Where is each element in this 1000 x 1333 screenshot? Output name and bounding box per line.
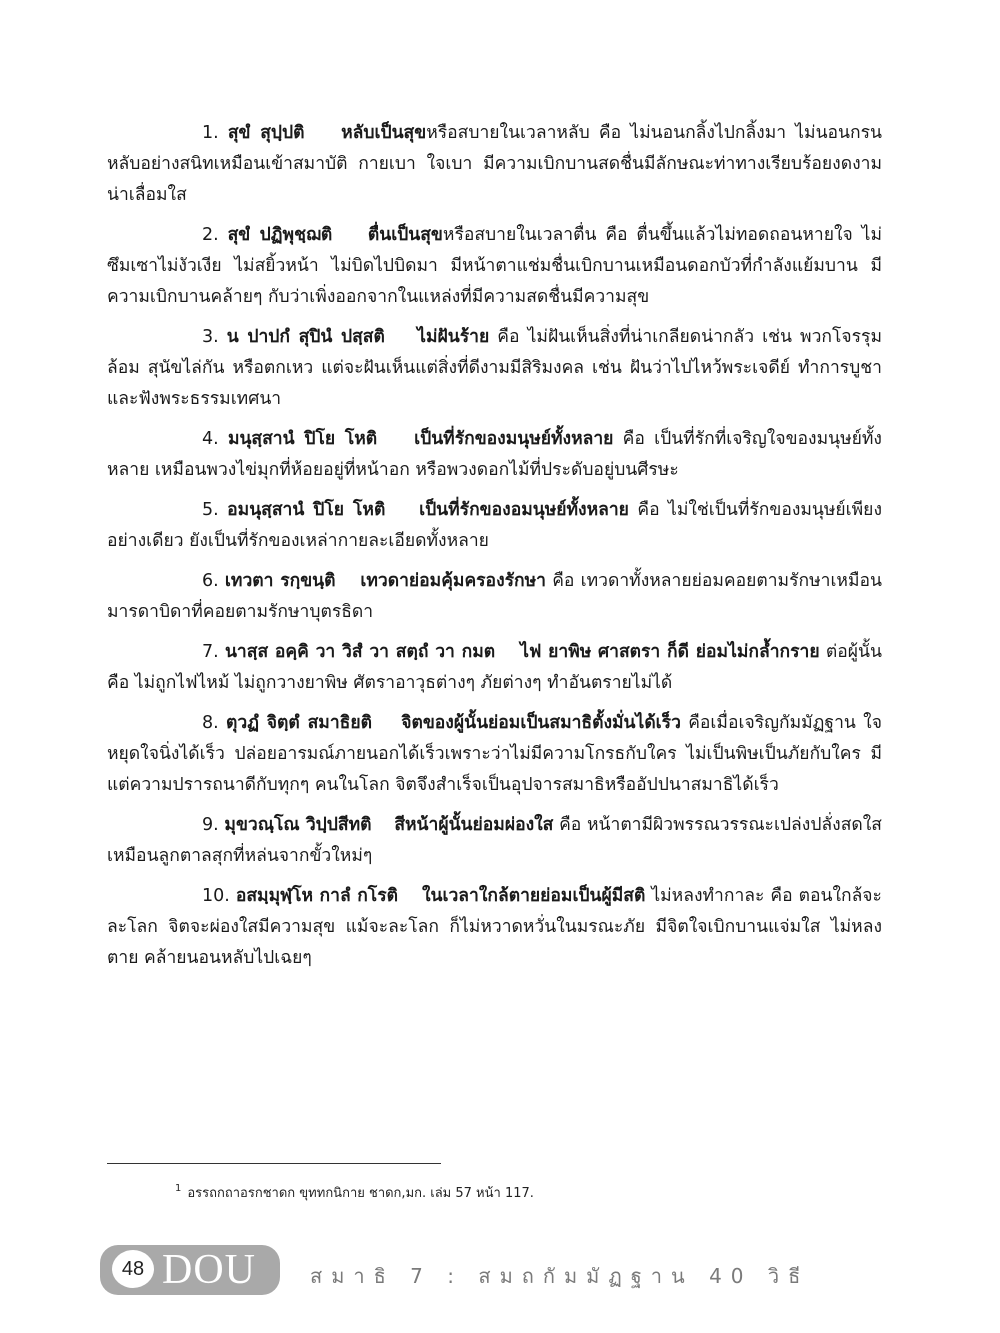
item-text: หรือสบายในเวลาหลับ คือ ไม่นอนกลิ้งไปกลิ้งมา ไม่นอนกรน หลับอย่างสนิทเหมือนเข้าสมาบัติ กายเบา ใจเบา มีความเบิกบานสดชื่นมีลักษณะท่าทางเรียบร้อยงดงามน่าเลื่อมใส: [107, 123, 882, 205]
item-number: 2.: [202, 225, 219, 245]
list-item: [107, 322, 882, 415]
pali-term: อสมฺมุฬฺโห กาลํ กโรติ: [235, 886, 398, 906]
item-text: คือ ไม่ใช่เป็นที่รักของมนุษย์เพียงอย่างเดียว ยังเป็นที่รักของเหล่ากายละเอียดทั้งหลาย: [107, 500, 882, 551]
thai-meaning: สีหน้าผู้นั้นย่อมผ่องใส: [394, 815, 554, 835]
footnote: [175, 1182, 534, 1203]
pali-term: มนุสฺสานํ ปิโย โหติ: [227, 429, 378, 449]
running-title: สมาธิ 7 : สมถกัมมัฏฐาน 40 วิธี: [310, 1264, 810, 1288]
pali-term: สุขํ สุปฺปติ: [227, 123, 305, 143]
footnote-divider: [107, 1163, 441, 1164]
thai-meaning: ตื่นเป็นสุข: [367, 225, 443, 245]
pali-term: น ปาปกํ สุปินํ ปสฺสติ: [226, 327, 385, 347]
item-number: 4.: [202, 429, 219, 449]
list-item: [107, 881, 882, 974]
thai-meaning: ในเวลาใกล้ตายย่อมเป็นผู้มีสติ: [421, 886, 646, 906]
thai-meaning: จิตของผู้นั้นย่อมเป็นสมาธิตั้งมั่นได้เร็ว: [401, 713, 681, 733]
pali-term: เทวตา รกฺขนฺติ: [224, 571, 336, 591]
list-item: [107, 424, 882, 486]
item-number: 7.: [202, 642, 219, 662]
pali-term: ตุวฏํ จิตฺตํ สมาธิยติ: [226, 713, 372, 733]
thai-meaning: ไฟ ยาพิษ ศาสตรา ก็ดี ย่อมไม่กล้ำกราย: [520, 642, 820, 662]
item-text: หรือสบายในเวลาตื่น คือ ตื่นขึ้นแล้วไม่ทอดถอนหายใจ ไม่ซึมเซาไม่งัวเงีย ไม่สยิ้วหน้า ไม่บิดไปบิดมา มีหน้าตาแช่มชื่นเบิกบานเหมือนดอกบัวที่กำลังแย้มบาน มีความเบิกบานคล้ายๆ กับว่าเพิ่งออกจากในแหล่งที่มีความสดชื่นมีความสุข: [107, 225, 882, 307]
pali-term: มุขวณฺโณ วิปฺปสีทติ: [224, 815, 372, 835]
item-number: 9.: [202, 815, 219, 835]
item-number: 5.: [202, 500, 219, 520]
item-text: คือ ไม่ฝันเห็นสิ่งที่น่าเกลียดน่ากลัว เช่น พวกโจรรุมล้อม สุนัขไล่กัน หรือตกเหว แต่จะฝันเห็นแต่สิ่งที่ดีงามมีสิริมงคล เช่น ฝันว่าไปไหว้พระเจดีย์ ทำการบูชา และฟังพระธรรมเทศนา: [107, 327, 882, 409]
item-text: คือ หน้าตามีผิวพรรณวรรณะเปล่งปลั่งสดใส เหมือนลูกตาลสุกที่หล่นจากขั้วใหม่ๆ: [107, 815, 882, 866]
list-item: [107, 118, 882, 211]
list-item: [107, 708, 882, 801]
item-text: ไม่หลงทำกาละ คือ ตอนใกล้จะละโลก จิตจะผ่องใสมีความสุข แม้จะละโลก ก็ไม่หวาดหวั่นในมรณะภัย มีจิตใจเบิกบานแจ่มใส ไม่หลงตาย คล้ายนอนหลับไปเฉยๆ: [107, 886, 882, 968]
pali-term: อมนุสฺสานํ ปิโย โหติ: [227, 500, 386, 520]
thai-meaning: เป็นที่รักของมนุษย์ทั้งหลาย: [414, 429, 614, 449]
item-number: 10.: [202, 886, 230, 906]
footnote-marker: 1: [175, 1183, 182, 1194]
item-number: 1.: [202, 123, 219, 143]
item-number: 3.: [202, 327, 219, 347]
item-text: ต่อผู้นั้น คือ ไม่ถูกไฟไหม้ ไม่ถูกวางยาพิษ ศัตราอาวุธต่างๆ ภัยต่างๆ ทำอันตรายไม่ได้: [107, 642, 882, 693]
footnote-text: อรรถกถาอรกชาดก ขุททกนิกาย ชาดก,มก. เล่ม 57 หน้า 117.: [187, 1186, 534, 1201]
main-content: [107, 118, 882, 983]
item-number: 6.: [202, 571, 219, 591]
thai-meaning: ไม่ฝันร้าย: [417, 327, 490, 347]
thai-meaning: เป็นที่รักของอมนุษย์ทั้งหลาย: [419, 500, 629, 520]
list-item: [107, 637, 882, 699]
pali-term: สุขํ ปฏิพุชฺฌติ: [227, 225, 333, 245]
list-item: [107, 566, 882, 628]
thai-meaning: เทวดาย่อมคุ้มครองรักษา: [360, 571, 546, 591]
thai-meaning: หลับเป็นสุข: [341, 123, 427, 143]
page-number: 48: [112, 1250, 154, 1288]
item-number: 8.: [202, 713, 219, 733]
list-item: [107, 220, 882, 313]
dou-logo: DOU: [162, 1247, 256, 1293]
item-text: คือเมื่อเจริญกัมมัฏฐาน ใจหยุดใจนิ่งได้เร็ว ปล่อยอารมณ์ภายนอกได้เร็วเพราะว่าไม่มีความโกรธกับใคร ไม่เป็นพิษเป็นภัยกับใคร มีแต่ความปรารถนาดีกับทุกๆ คนในโลก จิตจึงสำเร็จเป็นอุปจารสมาธิหรืออัปปนาสมาธิได้เร็ว: [107, 713, 882, 795]
list-item: [107, 495, 882, 557]
pali-term: นาสฺส อคฺคิ วา วิสํ วา สตฺถํ วา กมต: [224, 642, 496, 662]
list-item: [107, 810, 882, 872]
item-text: คือ เป็นที่รักที่เจริญใจของมนุษย์ทั้งหลาย เหมือนพวงไข่มุกที่ห้อยอยู่ที่หน้าอก หรือพวงดอกไม้ที่ประดับอยู่บนศีรษะ: [107, 429, 882, 480]
item-text: คือ เทวดาทั้งหลายย่อมคอยตามรักษาเหมือนมารดาบิดาที่คอยตามรักษาบุตรธิดา: [107, 571, 882, 622]
